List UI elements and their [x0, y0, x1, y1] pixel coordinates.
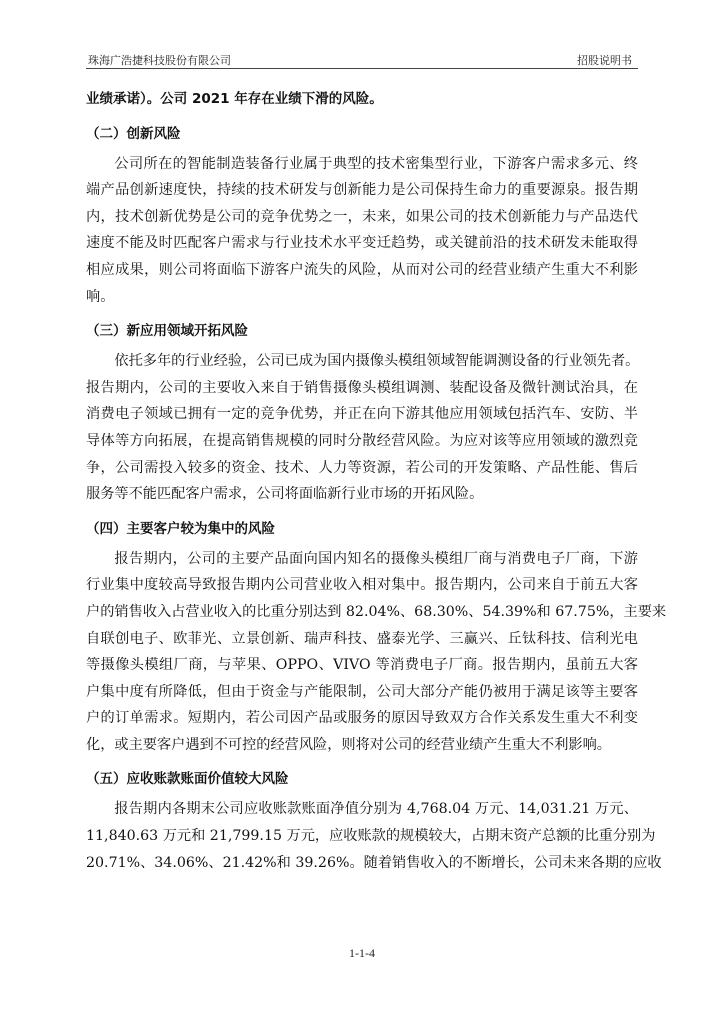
text-line: 速度不能及时匹配客户需求与行业技术水平变迁趋势，或关键前沿的技术研发未能取得 — [86, 235, 638, 252]
text-line: 消费电子领域已拥有一定的竞争优势，并正在向下游其他应用领域包括汽车、安防、半 — [86, 406, 638, 423]
section-paragraph — [86, 796, 662, 876]
text-line: 报告期内各期末公司应收账款账面净值分别为 4,768.04 万元、14,031.21 万元、 — [114, 801, 638, 818]
text-line: 20.71%、34.06%、21.42%和 39.26%。随着销售收入的不断增长，公司未来各期的应收 — [86, 854, 662, 871]
text-line: 户集中度有所降低，但由于资金与产能限制，公司大部分产能仍被用于满足该等主要客 — [86, 683, 638, 700]
text-line: 响。 — [86, 288, 115, 305]
section-heading: （五）应收账款账面价值较大风险 — [86, 771, 289, 788]
text-line: 行业集中度较高导致报告期内公司营业收入相对集中。报告期内，公司来自于前五大客 — [86, 577, 638, 594]
text-line: 报告期内，公司的主要收入来自于销售摄像头模组调测、装配设备及微针测试治具，在 — [86, 379, 638, 396]
page-body — [86, 86, 667, 879]
sections-container — [86, 121, 667, 877]
text-line: 内，技术创新优势是公司的竞争优势之一，未来，如果公司的技术创新能力与产品迭代 — [86, 208, 638, 225]
page-number: 1-1-4 — [349, 946, 375, 960]
section-paragraph — [86, 546, 667, 759]
text-line: 报告期内，公司的主要产品面向国内知名的摄像头模组厂商与消费电子厂商，下游 — [114, 550, 638, 567]
text-line: 等摄像头模组厂商，与苹果、OPPO、VIVO 等消费电子厂商。报告期内，虽前五大客 — [86, 657, 638, 674]
section-heading: （二）创新风险 — [86, 125, 181, 142]
page-header — [86, 50, 638, 68]
text-line: 端产品创新速度快，持续的技术研发与创新能力是公司保持生命力的重要源泉。报告期 — [86, 182, 638, 199]
text-line: 公司所在的智能制造装备行业属于典型的技术密集型行业，下游客户需求多元、终 — [114, 155, 638, 172]
header-doc-title: 招股说明书 — [577, 54, 632, 67]
text-line: 自联创电子、欧菲光、立景创新、瑞声科技、盛泰光学、三赢兴、丘钛科技、信利光电 — [86, 630, 638, 647]
text-line: 11,840.63 万元和 21,799.15 万元，应收账款的规模较大，占期末资产总额的比重分别为 — [86, 828, 656, 845]
header-divider — [86, 68, 638, 69]
text-line: 依托多年的行业经验，公司已成为国内摄像头模组领域智能调测设备的行业领先者。 — [114, 353, 640, 370]
header-company-name: 珠海广浩捷科技股份有限公司 — [88, 54, 231, 67]
text-line: 户的销售收入占营业收入的比重分别达到 82.04%、68.30%、54.39%和 67.75%，主要来 — [86, 603, 667, 620]
section-heading: （三）新应用领域开拓风险 — [86, 323, 248, 340]
text-line: 争，公司需投入较多的资金、技术、人力等资源，若公司的开发策略、产品性能、售后 — [86, 459, 638, 476]
text-line: 户的订单需求。短期内，若公司因产品或服务的原因导致双方合作关系发生重大不利变 — [86, 710, 638, 727]
section-heading: （四）主要客户较为集中的风险 — [86, 520, 275, 537]
intro-line: 业绩承诺）。公司 2021 年存在业绩下滑的风险。 — [86, 91, 383, 107]
section-paragraph — [86, 151, 638, 311]
text-line: 导体等方向拓展，在提高销售规模的同时分散经营风险。为应对该等应用领域的激烈竞 — [86, 432, 638, 449]
section-paragraph — [86, 348, 638, 508]
text-line: 相应成果，则公司将面临下游客户流失的风险，从而对公司的经营业绩产生重大不利影 — [86, 261, 638, 278]
text-line: 化，或主要客户遇到不可控的经营风险，则将对公司的经营业绩产生重大不利影响。 — [86, 736, 611, 753]
text-line: 服务等不能匹配客户需求，公司将面临新行业市场的开拓风险。 — [86, 486, 484, 503]
